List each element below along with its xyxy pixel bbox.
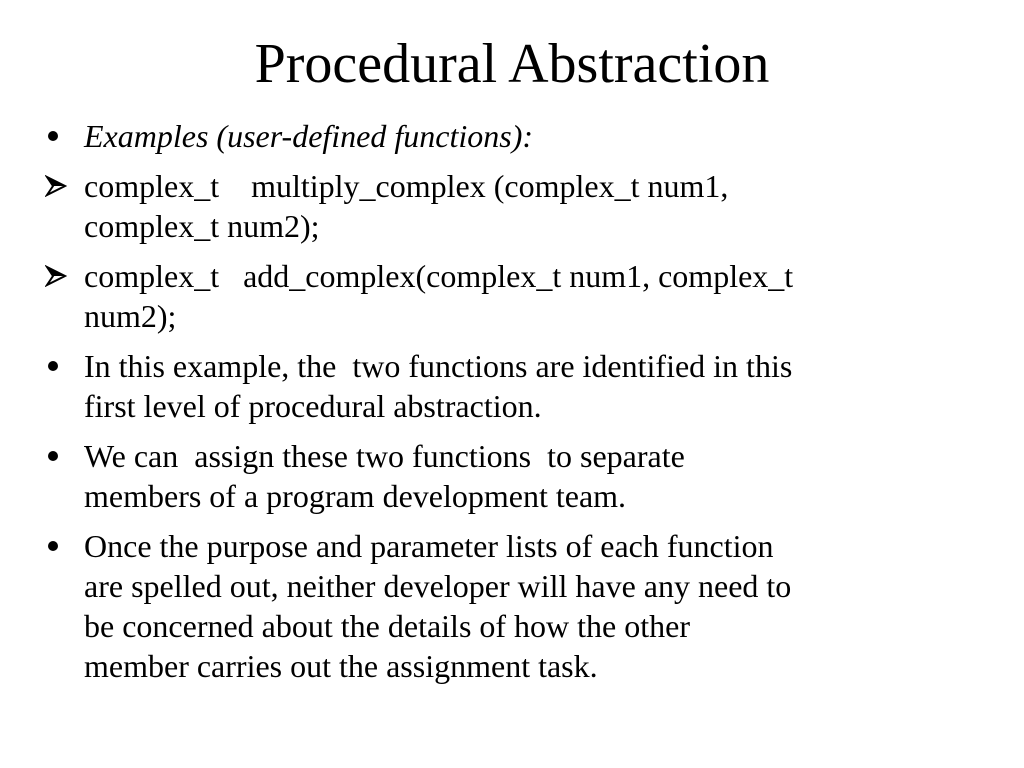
bullet-line: members of a program development team. (84, 478, 627, 514)
slide-title: Procedural Abstraction (254, 33, 770, 95)
bullet-line: Examples (user-defined functions): (84, 118, 534, 154)
bullet-line: In this example, the two functions are identified in this (84, 348, 793, 384)
round-bullet-icon (44, 116, 80, 156)
round-bullet-icon (44, 346, 80, 386)
bullet-item-team-assignment (44, 436, 984, 516)
arrowhead-bullet-icon (44, 256, 80, 296)
bullet-line: Once the purpose and parameter lists of each function (84, 528, 774, 564)
bullet-line: member carries out the assignment task. (84, 648, 598, 684)
arrowhead-bullet-icon (44, 166, 80, 206)
bullet-item-examples (44, 116, 984, 156)
bullet-line: be concerned about the details of how the other (84, 608, 690, 644)
round-bullet-icon (44, 526, 80, 566)
bullet-item-independence (44, 526, 984, 686)
bullet-line: are spelled out, neither developer will have any need to (84, 568, 792, 604)
bullet-line: first level of procedural abstraction. (84, 388, 542, 424)
bullet-item-multiply-complex (44, 166, 984, 246)
bullet-line: We can assign these two functions to separate (84, 438, 685, 474)
bullet-list (44, 116, 984, 696)
bullet-line: num2); (84, 298, 177, 334)
round-bullet-icon (44, 436, 80, 476)
bullet-item-example-explanation (44, 346, 984, 426)
bullet-line: complex_t add_complex(complex_t num1, complex_t (84, 258, 794, 294)
bullet-line: complex_t num2); (84, 208, 320, 244)
bullet-item-add-complex (44, 256, 984, 336)
bullet-line: complex_t multiply_complex (complex_t num1, (84, 168, 729, 204)
